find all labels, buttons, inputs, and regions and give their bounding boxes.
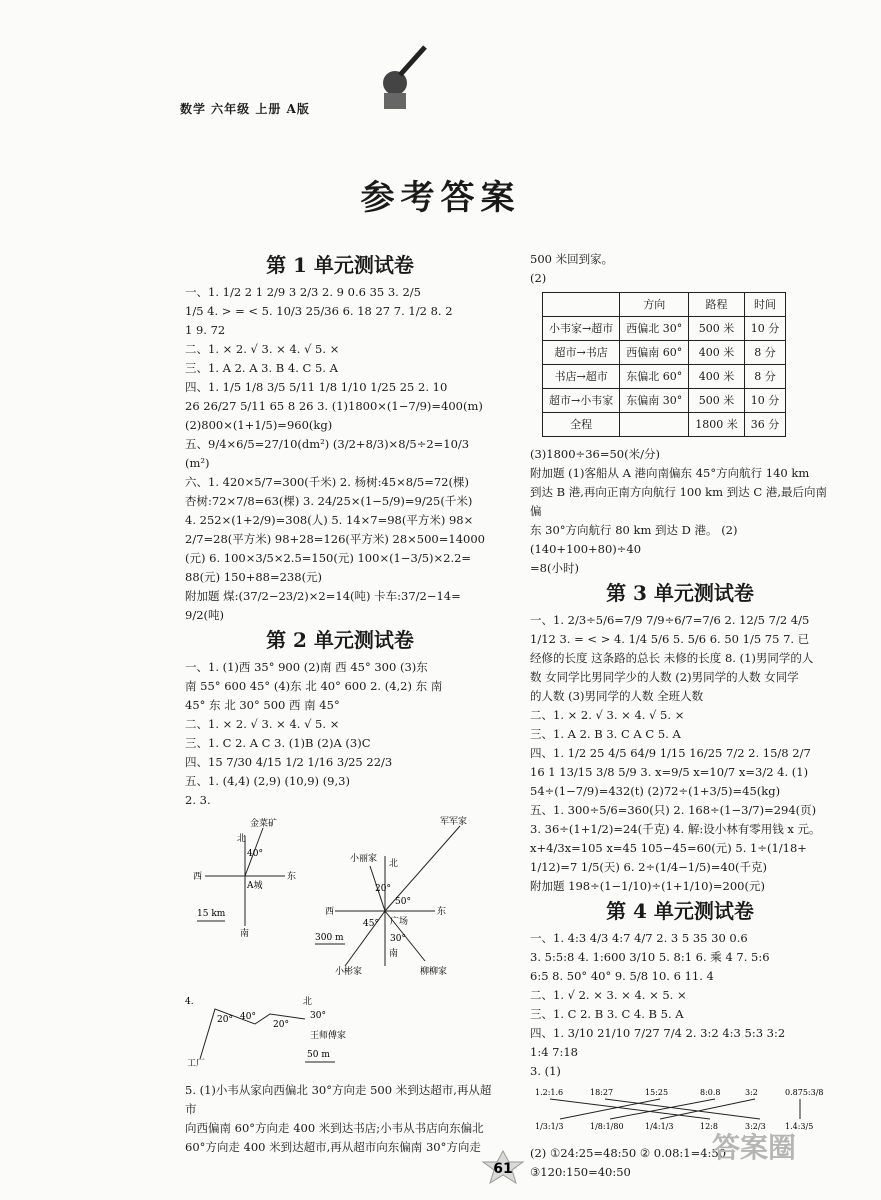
answer-line: 1/12)=7 1/5(天) 6. 2÷(1/4−1/5)=40(千克) [530,860,768,874]
answer-line: 1 9. 72 [185,323,226,337]
diagram-label: 4. [185,997,194,1007]
answer-line: 的人数 (3)男同学的人数 全班人数 [530,689,704,703]
table-cell: 500 米 [689,317,745,341]
diagram-label: 王师傅家 [310,1031,347,1041]
match-label: 15:25 [645,1088,669,1097]
diagram-label: 柳柳家 [420,967,448,976]
match-label: 3:2 [745,1088,758,1097]
match-label: 0.875:3/8 [785,1088,824,1097]
table-cell: 400 米 [689,341,745,365]
diagram-label: 300 m [315,933,344,943]
diagram-label: 西 [193,872,203,882]
answer-line: 到达 B 港,再向正南方向航行 100 km 到达 C 港,最后向南偏 [530,485,827,518]
answer-line: (m²) [185,456,210,470]
diagram-label: A城 [247,881,263,891]
match-label: 8:0.8 [700,1088,721,1097]
answer-line: 四、1. 3/10 21/10 7/27 7/4 2. 3:2 4:3 5:3 3:2 [530,1026,786,1040]
answer-line: 3. 36÷(1+1/2)=24(千克) 4. 解:设小林有零用钱 x 元。 [530,822,821,836]
table-cell: 东偏南 30° [620,389,689,413]
answer-line: 6:5 8. 50° 40° 9. 5/8 10. 6 11. 4 [530,969,714,983]
answer-line: 16 1 13/15 3/8 5/9 3. x=9/5 x=10/7 x=3/2 4. (1) [530,765,809,779]
match-label: 1.2:1.6 [535,1088,564,1097]
answer-line: 三、1. A 2. B 3. C A C 5. A [530,727,681,741]
match-label: 1.4:3/5 [785,1122,814,1131]
answer-line: 54÷(1−7/9)=432(t) (2)72÷(1+3/5)=45(kg) [530,784,781,798]
table-cell: 小韦家→超市 [543,317,620,341]
diagram-label: 30° [310,1011,326,1021]
answer-line: 二、1. × 2. √ 3. × 4. √ 5. × [185,717,340,731]
answer-line: 2/7=28(平方米) 98+28=126(平方米) 28×500=14000 [185,532,485,546]
diagram-label: 北 [389,859,399,869]
answer-line: 4. 252×(1+2/9)=308(人) 5. 14×7=98(平方米) 98× [185,513,474,527]
page-title: 参考答案 [360,178,521,218]
answer-line: =8(小时) [530,561,579,575]
diagram-label: 小彬家 [335,967,363,976]
answer-line: 五、1. (4,4) (2,9) (10,9) (9,3) [185,774,350,788]
answer-line: 500 米回到家。 [530,252,614,266]
unit-title: 第 3 单元测试卷 [606,581,754,605]
answer-line: 一、1. 4:3 4/3 4:7 4/7 2. 3 5 35 30 0.6 [530,931,748,945]
answer-line: 二、1. × 2. √ 3. × 4. √ 5. × [185,342,340,356]
diagram-3 [315,816,467,976]
diagram-label: 20° [273,1020,289,1030]
table-cell: 西偏北 30° [620,317,689,341]
diagram-label: 工厂 [187,1059,206,1069]
table-cell [620,413,689,437]
diagram-label: 北 [303,997,313,1007]
answer-line: 9/2(吨) [185,608,224,622]
answer-line: 3. 5:5:8 4. 1:600 3/10 5. 8:1 6. 乘 4 7. 5:6 [530,950,770,964]
table-header-cell: 时间 [744,293,786,317]
table-row [543,413,786,437]
answer-line: 五、1. 300÷5/6=360(只) 2. 168÷(1−3/7)=294(页) [530,803,817,817]
answer-line: 经修的长度 这条路的总长 未修的长度 8. (1)男同学的人 [530,651,814,665]
table-row [543,293,786,317]
unit-title: 第 1 单元测试卷 [266,253,414,277]
diagram-label: 军军家 [440,817,468,827]
match-label: 1/3:1/3 [535,1122,564,1131]
watermark-logo: 答案圈 [712,1131,797,1164]
answer-line: 四、15 7/30 4/15 1/2 1/16 3/25 22/3 [185,755,393,769]
answer-line: 数 女同学比男同学少的人数 (2)男同学的人数 女同学 [530,670,799,684]
table-cell: 超市→小韦家 [543,389,620,413]
answer-line: (2)800×(1+1/5)=960(kg) [185,418,333,432]
answer-line: 四、1. 1/5 1/8 3/5 5/11 1/8 1/10 1/25 25 2. 10 [185,380,448,394]
answer-line: 二、1. √ 2. × 3. × 4. × 5. × [530,988,687,1002]
left-column [185,250,495,1157]
table-cell: 400 米 [689,365,745,389]
table-header-cell: 方向 [620,293,689,317]
answer-line: 1/5 4. > = < 5. 10/3 25/36 6. 18 27 7. 1/2 8. 2 [185,304,453,318]
table-row [543,389,786,413]
diagram-label: 45° [363,919,379,929]
diagram-label: 40° [240,1012,256,1022]
answer-line: 五、9/4×6/5=27/10(dm²) (3/2+8/3)×8/5÷2=10/3 [185,437,470,451]
table-cell: 8 分 [744,341,786,365]
table-cell: 全程 [543,413,620,437]
right-column [530,250,830,1182]
answer-line: (2) ①24:25=48:50 ② 0.08:1=4:50 [530,1146,727,1160]
answer-line: (3)1800÷36=50(米/分) [530,447,660,461]
answer-line: 杏树:72×7/8=63(棵) 3. 24/25×(1−5/9)=9/25(千米) [185,494,473,508]
answer-line: 附加题 煤:(37/2−23/2)×2=14(吨) 卡车:37/2−14= [185,589,461,603]
pencil-mascot-icon [370,45,440,115]
answer-line: 5. (1)小韦从家向西偏北 30°方向走 500 米到达超市,再从超市 [185,1083,492,1116]
answer-line: 一、1. 1/2 2 1 2/9 3 2/3 2. 9 0.6 35 3. 2/5 [185,285,422,299]
answer-line: 三、1. C 2. A C 3. (1)B (2)A (3)C [185,736,371,750]
answer-line: ③120:150=40:50 [530,1165,631,1179]
diagram-label: 30° [390,934,406,944]
answer-line: 附加题 (1)客船从 A 港向南偏东 45°方向航行 140 km [530,466,810,480]
table-cell: 500 米 [689,389,745,413]
table-cell: 10 分 [744,389,786,413]
answer-line: 1:4 7:18 [530,1045,578,1059]
answer-line: 附加题 198÷(1−1/10)÷(1+1/10)=200(元) [530,879,765,893]
diagram-2 [193,817,296,939]
book-header: 数学 六年级 上册 A版 [180,102,310,116]
match-label: 3:2/3 [745,1122,766,1131]
diagram-label: 广场 [390,917,409,927]
answer-line: (元) 6. 100×3/5×2.5=150(元) 100×(1−3/5)×2.2= [185,551,472,565]
table-cell: 书店→超市 [543,365,620,389]
answer-line: x+4/3x=105 x=45 105−45=60(元) 5. 1÷(1/18+ [530,841,807,855]
answer-line: 四、1. 1/2 25 4/5 64/9 1/15 16/25 7/2 2. 15/8 2/7 [530,746,811,760]
diagram-label: 50° [395,897,411,907]
compass-diagrams [185,816,495,976]
diagram-label: 20° [375,884,391,894]
diagram-label: 南 [389,949,399,959]
match-label: 18:27 [590,1088,614,1097]
answer-line: 60°方向走 400 米到达超市,再从超市向东偏南 30°方向走 [185,1140,481,1154]
answer-line: 45° 东 北 30° 500 西 南 45° [185,698,340,712]
page-number-badge [478,1150,528,1186]
table-cell: 东偏北 60° [620,365,689,389]
diagram-label: 20° [217,1015,233,1025]
diagram-label: 东 [287,872,297,882]
answer-line: 26 26/27 5/11 65 8 26 3. (1)1800×(1−7/9)=400(m) [185,399,483,413]
answer-line: 1/12 3. = < > 4. 1/4 5/6 5. 5/6 6. 50 1/5 75 7. 已 [530,632,810,646]
unit-title: 第 2 单元测试卷 [266,628,414,652]
diagram-label: 金菜矿 [250,819,278,829]
diagram-label: 北 [237,834,247,844]
table-row [543,341,786,365]
diagram-label: 40° [247,849,263,859]
diagram-label: 15 km [197,909,226,919]
answer-line: 一、1. (1)西 35° 900 (2)南 西 45° 300 (3)东 [185,660,428,674]
table-header-cell: 路程 [689,293,745,317]
table-cell: 8 分 [744,365,786,389]
answer-line: 南 55° 600 45° (4)东 北 40° 600 2. (4,2) 东 南 [185,679,443,693]
answer-line: 三、1. A 2. A 3. B 4. C 5. A [185,361,338,375]
route-table [542,292,786,437]
answer-line: 东 30°方向航行 80 km 到达 D 港。 (2)(140+100+80)÷40 [530,523,738,556]
match-label: 1/4:1/3 [645,1122,674,1131]
table-cell: 10 分 [744,317,786,341]
table-row [543,317,786,341]
diagram-label: 50 m [307,1050,330,1060]
answer-line: 二、1. × 2. √ 3. × 4. √ 5. × [530,708,685,722]
route-diagram [185,994,495,1069]
answer-line: 六、1. 420×5/7=300(千米) 2. 杨树:45×8/5=72(棵) [185,475,469,489]
answer-line: 88(元) 150+88=238(元) [185,570,323,584]
table-cell: 36 分 [744,413,786,437]
diagram-label: 东 [437,907,447,917]
answer-line: 一、1. 2/3÷5/6=7/9 7/9÷6/7=7/6 2. 12/5 7/2 4/5 [530,613,810,627]
page-number: 61 [493,1161,513,1177]
table-row [543,365,786,389]
unit-title: 第 4 单元测试卷 [606,899,754,923]
diagram-label: 南 [240,929,250,939]
answer-line: 3. (1) [530,1064,561,1078]
match-label: 1/8:1/80 [590,1122,624,1131]
diagram-label: 小丽家 [350,854,378,864]
match-label: 12:8 [700,1122,718,1131]
answer-line: 向西偏南 60°方向走 400 米到达书店;小韦从书店向东偏北 [185,1121,484,1135]
table-cell: 西偏南 60° [620,341,689,365]
table-cell: 1800 米 [689,413,745,437]
table-cell: 超市→书店 [543,341,620,365]
answer-line: 2. 3. [185,793,211,807]
answer-line: 三、1. C 2. B 3. C 4. B 5. A [530,1007,684,1021]
table-header-cell [543,293,620,317]
answer-line: (2) [530,271,547,285]
diagram-label: 西 [325,907,335,917]
